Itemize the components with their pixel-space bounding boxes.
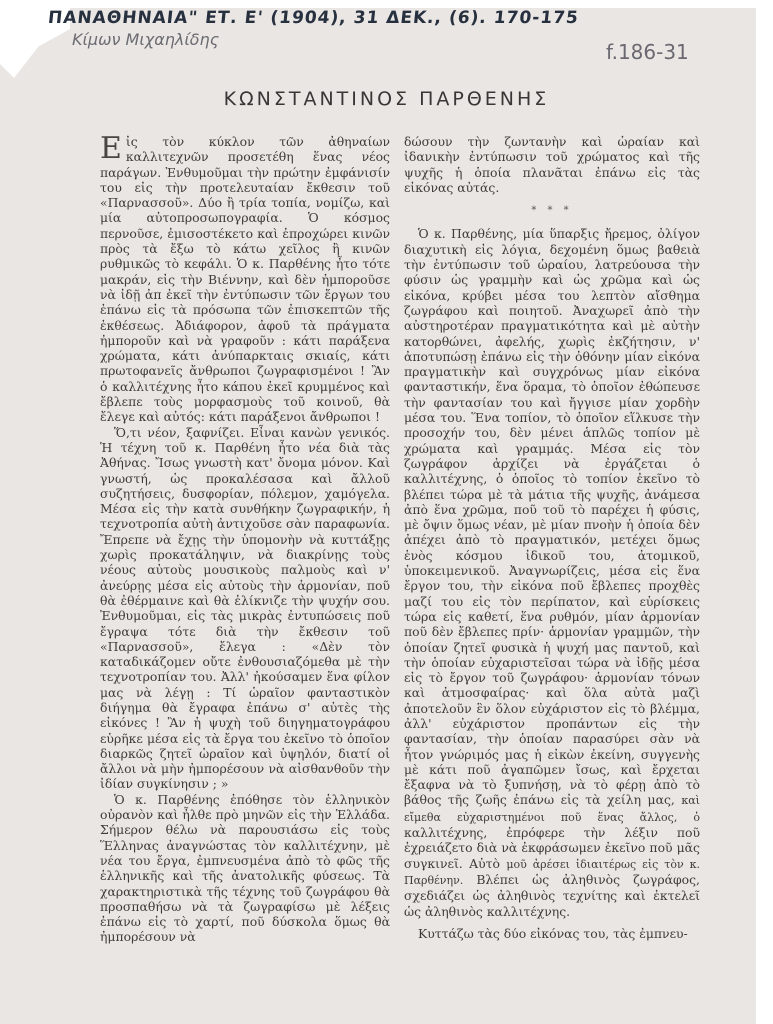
paragraph-text: Βλέπει ὡς ἀληθινὸς ζωγράφος, σχεδιάζει ὡς ἀληθινὸς τεχνίτης καὶ ἐκτελεῖ ὡς ἀληθινὸς καλλιτέχνης.: [404, 871, 700, 919]
article-title: ΚΩΝΣΤΑΝΤΙΝΟΣ ΠΑΡΘΕΝΗΣ: [223, 88, 550, 110]
paragraph: δώσουν τὴν ζωντανὴν καὶ ὡραίαν καὶ ἰδανικὴν ἐντύπωσιν τοῦ χρώματος καὶ τῆς ψυχῆς ἡ ὁποία πλανᾶται ἐπάνω εἰς τὰς εἰκόνας αὐτάς.: [404, 134, 700, 195]
left-column: [100, 131, 390, 945]
section-separator: * * *: [531, 205, 573, 217]
paragraph: [100, 131, 390, 425]
paragraph: Κυττάζω τὰς δύο εἰκόνας του, τὰς ἐμπνευ-: [418, 925, 688, 941]
paragraph: Ὁ κ. Παρθένης ἐπόθησε τὸν ἑλληνικὸν οὐρανὸν καὶ ἦλθε πρὸ μηνῶν εἰς τὴν Ἑλλάδα. Σήμερον θέλω νὰ παρουσιάσω εἰς τοὺς Ἕλληνας ἀναγνώστας τὸν καλλιτέχνην, μὲ νέα του ἔργα, ἐμπνευσμένα ἀπὸ τὸ φῶς τῆς ἑλληνικῆς καὶ τῆς ἀνατολικῆς φύσεως. Τὰ χαρακτηριστικὰ τῆς τέχνης τοῦ ζωγράφου θὰ προσπαθήσω νὰ τὰ ζωγραφίσω μὲ λέξεις ἐπάνω εἰς τὸ χαρτί, ποῦ δύσκολα ὅμως θὰ ἠμπορέσουν νὰ: [100, 791, 390, 945]
handwritten-source-reference: ΠΑΝΑΘΗΝΑΙΑ" ΕΤ. Ε' (1904), 31 ΔΕΚ., (6). 170-175: [46, 8, 580, 28]
paragraph-text: καλλιτέχνης, ἐπρόφερε τὴν λέξιν ποῦ ἐχρειάζετο διὰ νὰ ἐκφράσωμεν ἐκεῖνο ποῦ μᾶς συγκινεῖ. Αὐτὸ: [404, 825, 700, 871]
paragraph-text: καὶ εἴμεθα εὐχαριστημένοι ποῦ ἕνας ἄλλος, ὁ: [404, 794, 700, 824]
paragraph-text: μοῦ ἀρέσει ἰδιαιτέρως εἰς τὸν κ. Παρθένην.: [404, 857, 700, 887]
paragraph-text: ἰς τὸν κύκλον τῶν ἀθηναίων καλλιτεχνῶν προσετέθη ἕνας νέος παράγων. Ἐνθυμοῦμαι τὴν πρώτην ἐμφάνισίν του εἰς τὴν προτελευταίαν ἔκθεσιν τοῦ «Παρνασσοῦ». Δύο ἢ τρία τοπία, νομίζω, καὶ μία αὐτοπροσωπογραφία. Ὁ κόσμος περνοῦσε, ἐμισοστέκετο καὶ ἐπροχώρει κινῶν πρὸς τὰ ἔξω τὸ κάτω χεῖλος ἢ κινῶν ρυθμικῶς τὸ κεφάλι. Ὁ κ. Παρθένης ἦτο τότε μακράν, εἰς τὴν Βιέννην, καὶ δὲν ἠμποροῦσε νὰ ἰδῇ ἀπ ἐκεῖ τὴν ἐντύπωσιν τῶν ἔργων του ἐπάνω εἰς τὰ πρόσωπα τῶν ἐπισκεπτῶν τῆς ἐκθέσεως. Ἀδιάφορον, ἀφοῦ τὰ πράγματα ἠμποροῦν καὶ νὰ γραφοῦν : κάτι παράξενα χρώματα, κάτι ἀνύπαρκταις σκιαίς, κάτι πρωτοφανεῖς ἄνθρωποι ζωγραφισμένοι ! Ἂν ὁ καλλιτέχνης ἦτο κάπου ἐκεῖ κρυμμένος καὶ ἔβλεπε τοὺς μορφασμοὺς τοῦ κοινοῦ, θὰ ἔλεγε καὶ αὐτός: κάτι παράξενοι ἄνθρωποι !: [100, 134, 390, 425]
handwritten-archive-code: f.186-31: [606, 40, 689, 64]
drop-cap: Ε: [100, 131, 122, 166]
paragraph: [404, 226, 700, 918]
paragraph: Ὅ,τι νέον, ξαφνίζει. Εἶναι κανὼν γενικός. Ἡ τέχνη τοῦ κ. Παρθένη ἦτο νέα διὰ τὰς Ἀθήνας. Ἴσως γνωστὴ κατ' ὄνομα μόνον. Καὶ γνωστή, ὡς προκαλέσασα καὶ ἄλλοῦ συζητήσεις, δυσφορίαν, πόλεμον, χαμόγελα. Μέσα εἰς τὴν κατὰ συνθήκην ζωγραφικήν, ἡ τεχνοτροπία αὐτὴ ἀντιχοῦσε σὰν παραφωνία. Ἔπρεπε νὰ ἔχῃς τὴν ὑπομονὴν νὰ κυττάξῃς χωρὶς προκατάληψιν, νὰ διακρίνῃς τοὺς νέους αὐτοὺς μουσικοὺς παλμοὺς καὶ ν' ἀνεύρῃς μέσα εἰς αὐτοὺς τὴν ἁρμονίαν, ποῦ θὰ ἐθέρμαινε καὶ θὰ ἐλίκνιζε τὴν ψυχήν σου. Ἐνθυμοῦμαι, εἰς τὰς μικρὰς ἐντυπώσεις ποῦ ἔγραψα τότε διὰ τὴν ἔκθεσιν τοῦ «Παρνασσοῦ», ἔλεγα : «Δὲν τὸν καταδικάζομεν οὔτε ἐνθουσιαζόμεθα μὲ τὴν τεχνοτροπίαν του. Ἀλλ' ἠκούσαμεν ἕνα φίλον μας νὰ λέγῃ : Τί ὡραῖον φανταστικὸν διήγημα θὰ ἔγραφα ἐπάνω σ' αὐτὲς τὴς εἰκόνες ! Ἂν ἡ ψυχὴ τοῦ διηγηματογράφου εὑρῆκε μέσα εἰς τὰ ἔργα του ἐκεῖνο τὸ ὁποῖον διαρκῶς ζητεῖ ὡραῖον καὶ ὑψηλόν, διατί οἱ ἄλλοι νὰ μὴν ἠμπορέσουν νὰ αἰσθανθοῦν τὴν ἰδίαν συγκίνησιν ; »: [100, 424, 390, 792]
paragraph-text: Ὁ κ. Παρθένης, μία ὕπαρξις ἤρεμος, ὀλίγον διαχυτικὴ εἰς λόγια, δεχομένη ὅμως βαθειὰ τὴν ἐντύπωσιν τοῦ ὡραίου, λατρεύουσα τὴν φύσιν ὡς γραμμὴν καὶ ὡς χρῶμα καὶ ὡς εἰκόνα, κρύβει μέσα του λεπτὸν αἴσθημα ζωγράφου καὶ ποιητοῦ. Ἀναχωρεῖ ἀπὸ τὴν αὐστηροτέραν πραγματικότητα καὶ μὲ αὐτὴν κατορθώνει, ἀφελής, χωρὶς ἐκζήτησιν, ν' ἀποτυπώσῃ ἐπάνω εἰς τὴν ὀθόνην μίαν εἰκόνα πραγματικὴν καὶ συγχρόνως μίαν εἰκόνα φανταστικήν, ἕνα ὅραμα, τὸ ὁποῖον ἐθώπευσε τὴν φαντασίαν του καὶ ἤγγισε μίαν χορδὴν μέσα του. Ἕνα τοπίον, τὸ ὁποῖον εἵλκυσε τὴν προσοχήν του, δὲν μένει ἁπλῶς τοπίον μὲ χρώματα καὶ γραμμάς. Μέσα εἰς τὸν ζωγράφον ἀρχίζει νὰ ἐργάζεται ὁ καλλιτέχνης, ὁ ὁποῖος τὸ τοπίον ἐκεῖνο τὸ βλέπει τώρα μὲ τὰ μάτια τῆς ψυχῆς, ἀνάμεσα ἀπὸ ἕνα χρῶμα, ποῦ τοῦ τὸ παρέχει ἡ φύσις, μὲ ὄψιν ὅμως νέαν, μὲ μίαν πνοὴν ἡ ὁποία δὲν ἀπέχει ἀπὸ τὸ πραγματικόν, μετέχει ὅμως ἑνὸς κόσμου ἰδικοῦ του, ἀτομικοῦ, ὑποκειμενικοῦ. Ἀναγνωρίζεις, μέσα εἰς ἕνα ἔργον του, τὴν εἰκόνα ποῦ ἔβλεπες προχθὲς μαζί του εἰς τὸν περίπατον, καὶ εὑρίσκεις τώρα εἰς καθετί, ἕνα ρυθμόν, μίαν ἁρμονίαν ποῦ δὲν ἔβλεπες πρίν· ἁρμονίαν γραμμῶν, τὴν ὁποίαν ζητεῖ φυσικὰ ἡ ψυχή μας παντοῦ, καὶ τὴν ὁποίαν εὐχαριστεῖσαι τώρα νὰ ἰδῇς μέσα εἰς τὸ ἔργον τοῦ ζωγράφου· ἁρμονίαν τόνων καὶ ἀτμοσφαίρας· καὶ ὅλα αὐτὰ μαζὶ ἀποτελοῦν ἓν ὅλον εὐχάριστον εἰς τὸ βλέμμα, ἀλλ' εὐχάριστον προπάντων εἰς τὴν φαντασίαν, τὴν ὁποίαν παρασύρει σὰν νὰ ἦτον γνώριμός μας ἡ εἰκὼν ἐκείνη, συγγενὴς μὲ κάτι ποῦ ἀγαπῶμεν ἴσως, καὶ ἔρχεται ἔξαφνα νὰ τὸ ξυπνήσῃ, νὰ τὸ φέρῃ ἀπὸ τὸ βάθος τῆς ζωῆς ἐπάνω εἰς τὰ χείλη μας,: [404, 226, 700, 808]
handwritten-author-name: Κίμων Μιχαηλίδης: [72, 30, 220, 49]
right-column: [404, 134, 700, 941]
